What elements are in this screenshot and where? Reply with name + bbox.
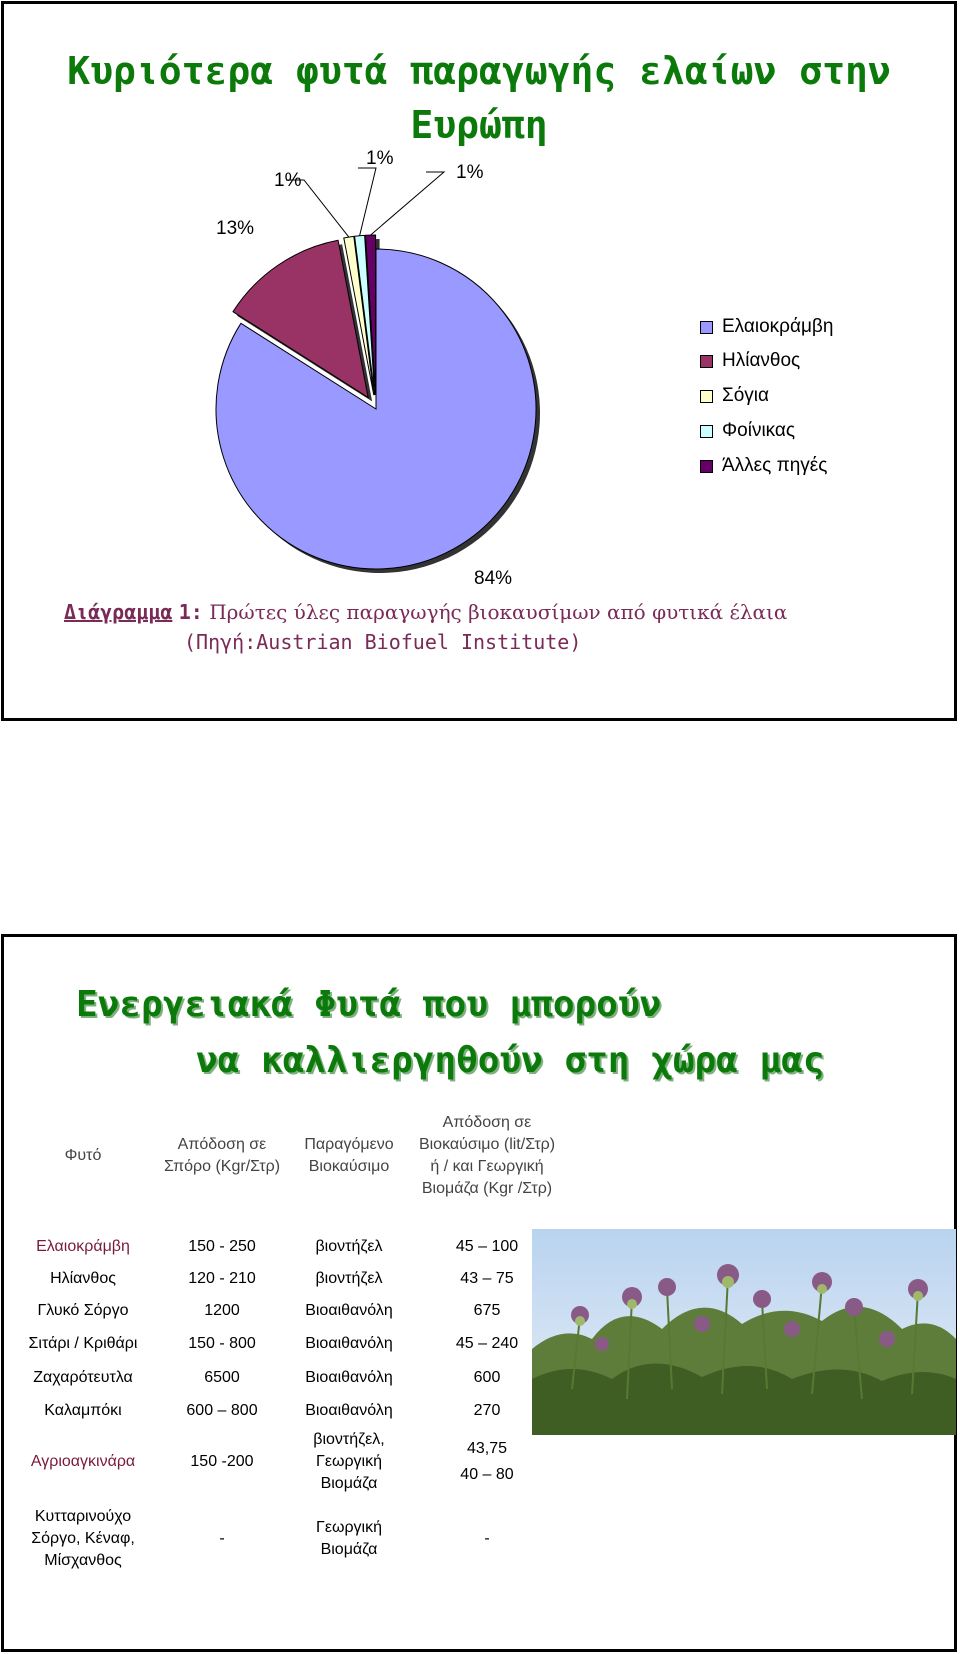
leader-line-other: [371, 172, 445, 235]
slide-pie-chart: [1, 1, 957, 721]
pie-chart: [4, 4, 954, 594]
pie-label-rapeseed: 84%: [474, 568, 513, 589]
cell-yield: 600: [473, 1369, 501, 1386]
cell-plant: Ηλίανθος: [50, 1270, 116, 1287]
cell-yield: 270: [473, 1402, 501, 1419]
caption-text: Πρώτες ύλες παραγωγής βιοκαυσίμων από φυτικά έλαια: [209, 600, 788, 624]
cell-fuel: βιοντήζελ: [315, 1238, 383, 1255]
cell-seed: 600 – 800: [186, 1402, 258, 1419]
legend-swatch: [700, 460, 713, 473]
cell-plant: Γλυκό Σόργο: [37, 1302, 129, 1319]
legend-swatch: [700, 321, 713, 334]
title-line-1: Ενεργειακά Φυτά που μπορούν: [76, 984, 662, 1025]
cell-plant: Ελαιοκράμβη: [36, 1238, 130, 1255]
cell-yield: 45 – 100: [455, 1238, 519, 1255]
cell-plant: Αγριοαγκινάρα: [30, 1453, 136, 1470]
table-row: [8, 1361, 562, 1395]
cell-yield: [412, 1427, 562, 1497]
cell-seed: 150 - 250: [188, 1238, 256, 1255]
table-row: [8, 1497, 562, 1581]
legend-swatch: [700, 425, 713, 438]
cell-seed: 150 - 800: [188, 1335, 256, 1352]
cell-seed: 150 -200: [190, 1453, 254, 1470]
energy-crops-table: [8, 1081, 562, 1581]
table-row: [8, 1327, 562, 1361]
legend-label: Σόγια: [722, 385, 770, 406]
slide-title: [76, 977, 825, 1089]
legend-label: Ηλίανθος: [722, 350, 801, 371]
pie-label-other: 1%: [456, 162, 484, 183]
cell-plant: Σιτάρι / Κριθάρι: [28, 1335, 138, 1352]
caption-label: Διάγραμμα: [64, 600, 173, 624]
legend-label: Φοίνικας: [722, 420, 796, 441]
col-header-seed-yield: Απόδοση σε Σπόρο (Kgr/Στρ): [163, 1136, 281, 1175]
col-header-plant: Φυτό: [64, 1147, 102, 1164]
slide-title: Κυριότερα φυτά παραγωγής ελαίων στην Ευρώπη: [67, 49, 891, 147]
caption-source: (Πηγή:Austrian Biofuel Institute): [184, 630, 582, 654]
cell-fuel: βιοντήζελ: [315, 1270, 383, 1287]
table-row: [8, 1427, 562, 1497]
cell-fuel: Βιοαιθανόλη: [305, 1302, 393, 1319]
pie-label-soy: 1%: [274, 170, 302, 191]
pie-label-palm: 1%: [366, 148, 394, 169]
table-row: [8, 1395, 562, 1427]
caption-number: 1:: [178, 600, 203, 624]
cell-plant: Κυτταρινούχο Σόργο, Κέναφ, Μίσχανθος: [31, 1508, 135, 1569]
cell-fuel: βιοντήζελ, Γεωργική Βιομάζα: [313, 1431, 385, 1492]
pie-label-sunflower: 13%: [216, 218, 255, 239]
cell-plant: Καλαμπόκι: [44, 1402, 122, 1419]
cell-fuel: Βιοαιθανόλη: [305, 1369, 393, 1386]
cell-seed: 1200: [204, 1302, 240, 1319]
legend-label: Ελαιοκράμβη: [722, 316, 834, 337]
cell-yield: 45 – 240: [455, 1335, 519, 1352]
cell-plant: Ζαχαρότευτλα: [33, 1369, 133, 1386]
cell-seed: 120 - 210: [188, 1270, 256, 1287]
cell-yield-value-2: 40 – 80: [460, 1466, 514, 1483]
leader-line-palm: [358, 168, 376, 236]
thistle-image: [532, 1229, 956, 1435]
cell-yield: -: [484, 1530, 490, 1547]
col-header-fuel-yield: Απόδοση σε Βιοκαύσιμο (lit/Στρ) ή / και Γεωργική Βιομάζα (Kgr /Στρ): [418, 1114, 556, 1197]
cell-yield-value-1: 43,75: [466, 1440, 508, 1457]
slide-energy-crops: [1, 934, 957, 1652]
cell-seed: -: [219, 1530, 225, 1547]
cell-yield: 43 – 75: [460, 1270, 514, 1287]
cell-yield: 675: [473, 1302, 501, 1319]
legend-swatch: [700, 355, 713, 368]
thistle-photo: [532, 1229, 956, 1435]
figure-caption: [64, 597, 787, 657]
cell-fuel: Βιοαιθανόλη: [305, 1402, 393, 1419]
cell-fuel: Βιοαιθανόλη: [305, 1335, 393, 1352]
col-header-fuel: Παραγόμενο Βιοκαύσιμο: [304, 1136, 394, 1175]
legend-swatch: [700, 390, 713, 403]
title-line-2: να καλλιεργηθούν στη χώρα μας: [196, 1040, 825, 1081]
table-header-row: [8, 1081, 562, 1231]
cell-fuel: Γεωργική Βιομάζα: [316, 1519, 382, 1558]
legend-label: Άλλες πηγές: [722, 455, 828, 476]
table-row: [8, 1231, 562, 1263]
cell-seed: 6500: [204, 1369, 240, 1386]
table-row: [8, 1295, 562, 1327]
table-row: [8, 1263, 562, 1295]
